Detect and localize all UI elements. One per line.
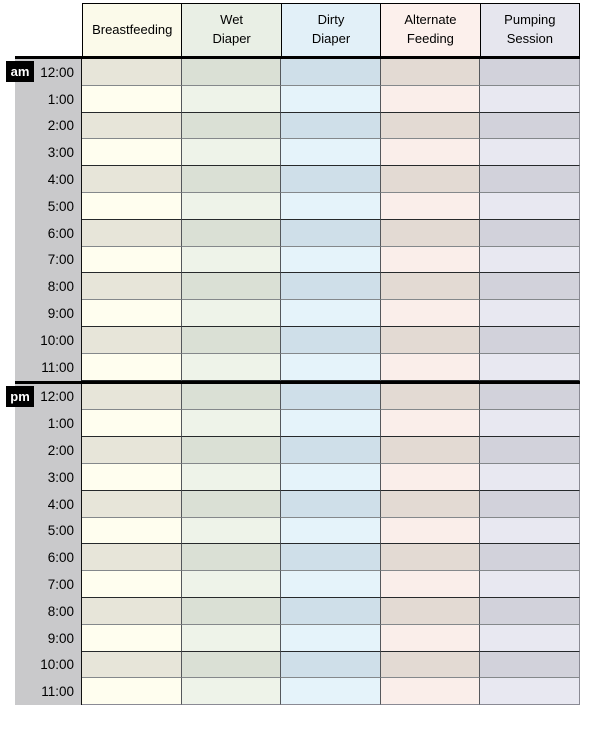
- log-cell-dirty-diaper: [280, 166, 380, 193]
- time-label: 3:00: [15, 139, 82, 166]
- log-cell-alternate-feeding: [380, 166, 480, 193]
- log-cell-pumping-session: [479, 59, 580, 86]
- log-cell-dirty-diaper: [280, 220, 380, 247]
- log-cell-pumping-session: [479, 113, 580, 140]
- log-cell-pumping-session: [479, 273, 580, 300]
- log-cell-breastfeeding: [82, 464, 181, 491]
- log-cell-breastfeeding: [82, 571, 181, 598]
- column-header-label: Alternate: [404, 12, 457, 28]
- log-cell-dirty-diaper: [280, 273, 380, 300]
- log-cell-pumping-session: [479, 491, 580, 518]
- column-header-label: Dirty: [317, 12, 345, 28]
- log-cell-alternate-feeding: [380, 220, 480, 247]
- log-cell-pumping-session: [479, 193, 580, 220]
- log-cell-pumping-session: [479, 598, 580, 625]
- log-cell-pumping-session: [479, 327, 580, 354]
- log-cell-dirty-diaper: [280, 544, 380, 571]
- log-cell-alternate-feeding: [380, 113, 480, 140]
- log-cell-breastfeeding: [82, 273, 181, 300]
- log-cell-breastfeeding: [82, 247, 181, 274]
- time-label: 2:00: [15, 113, 82, 140]
- column-header-label: Session: [506, 31, 553, 46]
- log-cell-alternate-feeding: [380, 247, 480, 274]
- log-cell-alternate-feeding: [380, 544, 480, 571]
- time-label: 12:00: [15, 384, 82, 411]
- time-label: 4:00: [15, 491, 82, 518]
- log-cell-breastfeeding: [82, 166, 181, 193]
- time-label: 5:00: [15, 518, 82, 545]
- log-cell-alternate-feeding: [380, 410, 480, 437]
- log-cell-wet-diaper: [181, 166, 281, 193]
- table-row-700-pm: [15, 571, 580, 598]
- log-cell-alternate-feeding: [380, 300, 480, 327]
- time-label: 7:00: [15, 571, 82, 598]
- log-cell-breastfeeding: [82, 518, 181, 545]
- log-cell-pumping-session: [479, 464, 580, 491]
- column-header-breastfeeding: [82, 4, 181, 56]
- table-row-900-am: [15, 300, 580, 327]
- log-cell-dirty-diaper: [280, 491, 380, 518]
- table-row-400-am: [15, 166, 580, 193]
- column-header-pumping-session: [480, 4, 580, 56]
- time-label: 3:00: [15, 464, 82, 491]
- log-cell-wet-diaper: [181, 464, 281, 491]
- table-row-1000-am: [15, 327, 580, 354]
- log-cell-breastfeeding: [82, 437, 181, 464]
- log-cell-wet-diaper: [181, 652, 281, 679]
- table-row-800-pm: [15, 598, 580, 625]
- log-cell-alternate-feeding: [380, 571, 480, 598]
- table-row-100-am: [15, 86, 580, 113]
- log-cell-wet-diaper: [181, 678, 281, 705]
- log-cell-alternate-feeding: [380, 273, 480, 300]
- log-cell-wet-diaper: [181, 571, 281, 598]
- log-cell-alternate-feeding: [380, 437, 480, 464]
- log-cell-wet-diaper: [181, 59, 281, 86]
- log-cell-wet-diaper: [181, 273, 281, 300]
- log-cell-pumping-session: [479, 571, 580, 598]
- log-cell-alternate-feeding: [380, 354, 480, 381]
- log-cell-alternate-feeding: [380, 625, 480, 652]
- time-label: 6:00: [15, 220, 82, 247]
- log-cell-wet-diaper: [181, 491, 281, 518]
- time-label: 8:00: [15, 598, 82, 625]
- log-cell-alternate-feeding: [380, 384, 480, 411]
- log-cell-dirty-diaper: [280, 518, 380, 545]
- time-label: 9:00: [15, 625, 82, 652]
- log-cell-wet-diaper: [181, 384, 281, 411]
- log-cell-dirty-diaper: [280, 247, 380, 274]
- table-row-900-pm: [15, 625, 580, 652]
- log-cell-alternate-feeding: [380, 491, 480, 518]
- meridiem-badge-pm: pm: [6, 386, 34, 407]
- log-cell-alternate-feeding: [380, 327, 480, 354]
- time-label: 10:00: [15, 652, 82, 679]
- log-cell-pumping-session: [479, 384, 580, 411]
- table-row-1200-pm: [15, 384, 580, 411]
- time-label: 12:00: [15, 59, 82, 86]
- time-label: 11:00: [15, 678, 82, 705]
- log-cell-breastfeeding: [82, 491, 181, 518]
- table-row-500-pm: [15, 518, 580, 545]
- log-cell-dirty-diaper: [280, 86, 380, 113]
- table-header-row: [82, 3, 580, 56]
- log-cell-breastfeeding: [82, 86, 181, 113]
- log-cell-dirty-diaper: [280, 464, 380, 491]
- log-cell-wet-diaper: [181, 247, 281, 274]
- column-header-wet-diaper: [181, 4, 280, 56]
- table-row-800-am: [15, 273, 580, 300]
- log-cell-pumping-session: [479, 86, 580, 113]
- log-cell-breastfeeding: [82, 300, 181, 327]
- table-row-300-am: [15, 139, 580, 166]
- log-cell-wet-diaper: [181, 598, 281, 625]
- column-header-label: Feeding: [406, 31, 454, 46]
- table-row-700-am: [15, 247, 580, 274]
- table-row-600-am: [15, 220, 580, 247]
- column-header-label: Pumping: [504, 12, 556, 28]
- log-cell-dirty-diaper: [280, 59, 380, 86]
- log-cell-dirty-diaper: [280, 139, 380, 166]
- log-cell-alternate-feeding: [380, 464, 480, 491]
- log-cell-breastfeeding: [82, 652, 181, 679]
- log-cell-dirty-diaper: [280, 410, 380, 437]
- log-cell-dirty-diaper: [280, 193, 380, 220]
- log-cell-dirty-diaper: [280, 652, 380, 679]
- table-row-600-pm: [15, 544, 580, 571]
- table-row-400-pm: [15, 491, 580, 518]
- log-cell-dirty-diaper: [280, 384, 380, 411]
- table-row-500-am: [15, 193, 580, 220]
- log-cell-breastfeeding: [82, 59, 181, 86]
- log-cell-wet-diaper: [181, 113, 281, 140]
- log-cell-pumping-session: [479, 354, 580, 381]
- log-cell-wet-diaper: [181, 300, 281, 327]
- meridiem-badge-am: am: [6, 61, 34, 82]
- table-body: [10, 56, 580, 705]
- time-label: 10:00: [15, 327, 82, 354]
- column-header-label: Diaper: [212, 31, 251, 46]
- log-cell-pumping-session: [479, 247, 580, 274]
- log-cell-breastfeeding: [82, 544, 181, 571]
- table-row-1100-am: [15, 354, 580, 381]
- section-pm: [10, 384, 580, 706]
- log-cell-breastfeeding: [82, 113, 181, 140]
- log-cell-breastfeeding: [82, 354, 181, 381]
- log-cell-alternate-feeding: [380, 598, 480, 625]
- log-cell-wet-diaper: [181, 544, 281, 571]
- log-cell-pumping-session: [479, 652, 580, 679]
- log-cell-dirty-diaper: [280, 327, 380, 354]
- time-label: 7:00: [15, 247, 82, 274]
- time-label: 11:00: [15, 354, 82, 381]
- section-am: [10, 59, 580, 381]
- log-cell-wet-diaper: [181, 86, 281, 113]
- log-cell-wet-diaper: [181, 518, 281, 545]
- time-label: 5:00: [15, 193, 82, 220]
- log-cell-alternate-feeding: [380, 678, 480, 705]
- column-header-alternate-feeding: [380, 4, 479, 56]
- log-cell-dirty-diaper: [280, 598, 380, 625]
- time-label: 9:00: [15, 300, 82, 327]
- time-label: 2:00: [15, 437, 82, 464]
- log-cell-pumping-session: [479, 544, 580, 571]
- table-row-200-am: [15, 113, 580, 140]
- column-header-label: Breastfeeding: [92, 21, 173, 37]
- log-cell-dirty-diaper: [280, 571, 380, 598]
- log-cell-pumping-session: [479, 437, 580, 464]
- log-cell-breastfeeding: [82, 193, 181, 220]
- log-cell-wet-diaper: [181, 220, 281, 247]
- log-cell-pumping-session: [479, 625, 580, 652]
- log-cell-breastfeeding: [82, 410, 181, 437]
- log-cell-pumping-session: [479, 518, 580, 545]
- time-label: 8:00: [15, 273, 82, 300]
- table-row-1100-pm: [15, 678, 580, 705]
- table-row-1000-pm: [15, 652, 580, 679]
- log-cell-wet-diaper: [181, 410, 281, 437]
- log-cell-dirty-diaper: [280, 113, 380, 140]
- table-row-100-pm: [15, 410, 580, 437]
- log-cell-pumping-session: [479, 166, 580, 193]
- log-cell-alternate-feeding: [380, 86, 480, 113]
- log-cell-breastfeeding: [82, 220, 181, 247]
- log-cell-pumping-session: [479, 678, 580, 705]
- table-row-200-pm: [15, 437, 580, 464]
- log-cell-pumping-session: [479, 139, 580, 166]
- table-row-300-pm: [15, 464, 580, 491]
- log-cell-dirty-diaper: [280, 437, 380, 464]
- time-label: 6:00: [15, 544, 82, 571]
- log-cell-wet-diaper: [181, 354, 281, 381]
- column-header-dirty-diaper: [281, 4, 380, 56]
- log-cell-alternate-feeding: [380, 518, 480, 545]
- column-header-label: Diaper: [311, 31, 351, 46]
- log-cell-pumping-session: [479, 300, 580, 327]
- log-cell-wet-diaper: [181, 437, 281, 464]
- log-cell-wet-diaper: [181, 625, 281, 652]
- log-cell-breastfeeding: [82, 678, 181, 705]
- time-label: 4:00: [15, 166, 82, 193]
- log-cell-breastfeeding: [82, 327, 181, 354]
- column-header-label: Wet: [220, 12, 244, 28]
- log-cell-dirty-diaper: [280, 354, 380, 381]
- log-cell-breastfeeding: [82, 625, 181, 652]
- time-label: 1:00: [15, 86, 82, 113]
- log-cell-pumping-session: [479, 410, 580, 437]
- log-cell-wet-diaper: [181, 193, 281, 220]
- log-cell-breastfeeding: [82, 598, 181, 625]
- time-label: 1:00: [15, 410, 82, 437]
- log-cell-wet-diaper: [181, 327, 281, 354]
- log-cell-dirty-diaper: [280, 625, 380, 652]
- log-cell-pumping-session: [479, 220, 580, 247]
- log-cell-dirty-diaper: [280, 300, 380, 327]
- log-cell-breastfeeding: [82, 139, 181, 166]
- log-cell-dirty-diaper: [280, 678, 380, 705]
- log-cell-alternate-feeding: [380, 193, 480, 220]
- log-cell-wet-diaper: [181, 139, 281, 166]
- table-row-1200-am: [15, 59, 580, 86]
- log-cell-alternate-feeding: [380, 652, 480, 679]
- log-cell-alternate-feeding: [380, 59, 480, 86]
- log-cell-breastfeeding: [82, 384, 181, 411]
- log-cell-alternate-feeding: [380, 139, 480, 166]
